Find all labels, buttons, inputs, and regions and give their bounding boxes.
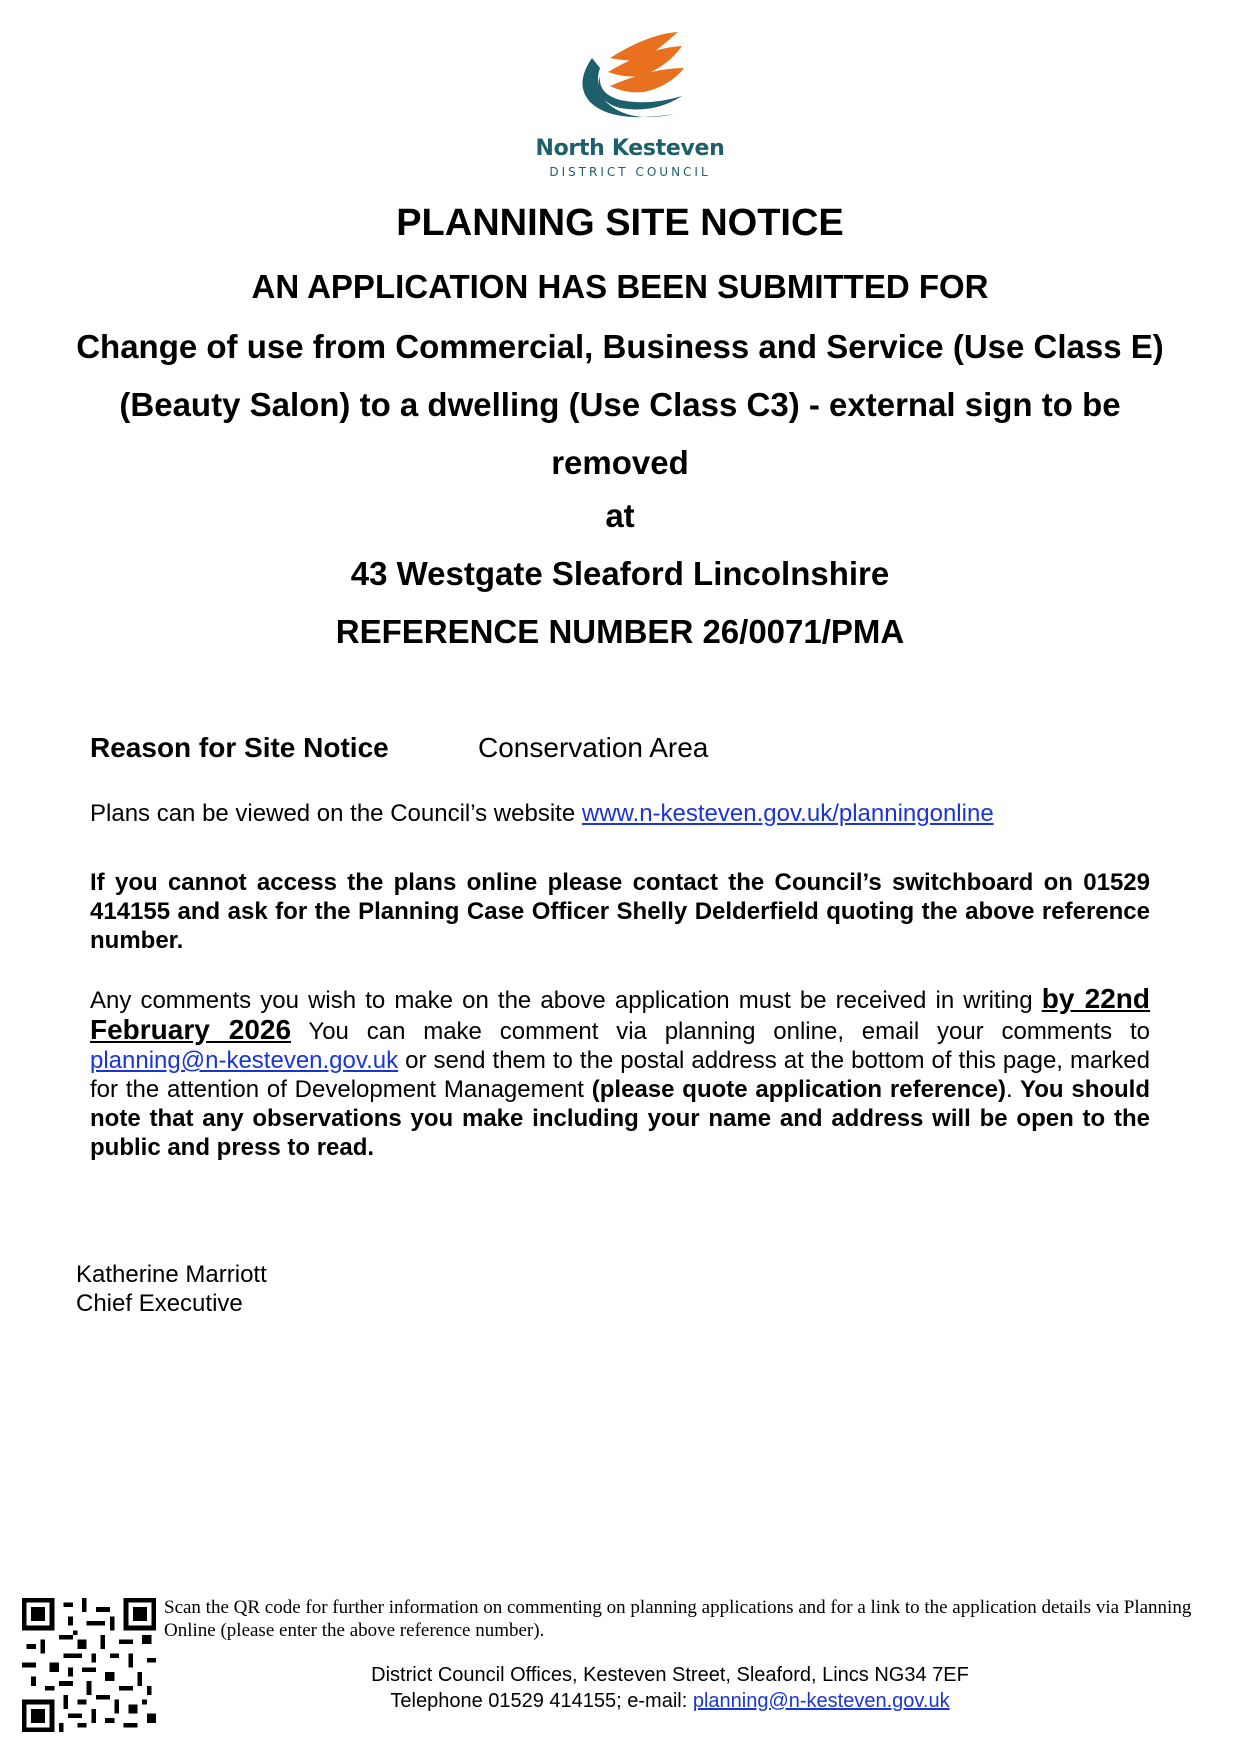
council-logo-icon [570, 28, 690, 133]
signatory-name: Katherine Marriott [76, 1261, 267, 1288]
comments-online: You can make comment via planning online, email your comments to [291, 1018, 1150, 1045]
reason-value: Conservation Area [478, 732, 709, 763]
quote-reference: (please quote application reference) [591, 1076, 1006, 1103]
logo-subtitle: DISTRICT COUNCIL [549, 165, 711, 179]
comments-period: . [1005, 1076, 1013, 1103]
at-label: at [605, 497, 635, 534]
contact-paragraph: If you cannot access the plans online please contact the Council’s switchboard on 01529 414155 and ask for the Planning Case Officer Shelly Delderfield quoting the above reference number. [90, 869, 1150, 954]
comments-paragraph [90, 984, 1150, 1162]
telephone-text: Telephone 01529 414155; e-mail: [390, 1690, 693, 1712]
plans-paragraph [90, 800, 994, 828]
notice-title: PLANNING SITE NOTICE [396, 202, 844, 244]
council-logo [530, 28, 730, 188]
footer-email-link[interactable]: planning@n-kesteven.gov.uk [692, 1690, 950, 1712]
description-line: Change of use from Commercial, Business and Service (Use Class E) [76, 328, 1164, 365]
reason-label: Reason for Site Notice [90, 732, 389, 763]
qr-code-icon[interactable] [22, 1598, 156, 1732]
qr-instructions: Scan the QR code for further information on commenting on planning applications and for a link to the application details via Planning Online (please enter the above reference number). [164, 1597, 1192, 1641]
reference-number: REFERENCE NUMBER 26/0071/PMA [335, 613, 905, 650]
comments-intro: Any comments you wish to make on the above application must be received in writing [90, 987, 1042, 1014]
application-description [60, 318, 1180, 492]
council-address: District Council Offices, Kesteven Street, Sleaford, Lincs NG34 7EF [371, 1664, 969, 1686]
notice-subtitle: AN APPLICATION HAS BEEN SUBMITTED FOR [251, 268, 989, 305]
description-line: (Beauty Salon) to a dwelling (Use Class C3) - external sign to be [119, 386, 1121, 423]
comment-deadline: by 22nd February 2026 [90, 983, 1150, 1045]
site-address: 43 Westgate Sleaford Lincolnshire [350, 555, 890, 592]
council-contact [240, 1690, 1100, 1713]
planning-online-link[interactable]: www.n-kesteven.gov.uk/planningonline [581, 800, 994, 827]
description-line: removed [551, 444, 689, 481]
plans-text: Plans can be viewed on the Council’s website [90, 800, 582, 827]
public-warning: You should note that any observations you make including your name and address will be open to the public and press to read. [90, 1076, 1151, 1161]
planning-email-link[interactable]: planning@n-kesteven.gov.uk [90, 1047, 399, 1074]
logo-name: North Kesteven [535, 136, 725, 161]
signature-block [76, 1260, 267, 1318]
comments-postal: or send them to the postal address at the bottom of this page, marked for the attention of Development Management [90, 1047, 1150, 1103]
signatory-title: Chief Executive [76, 1290, 243, 1317]
